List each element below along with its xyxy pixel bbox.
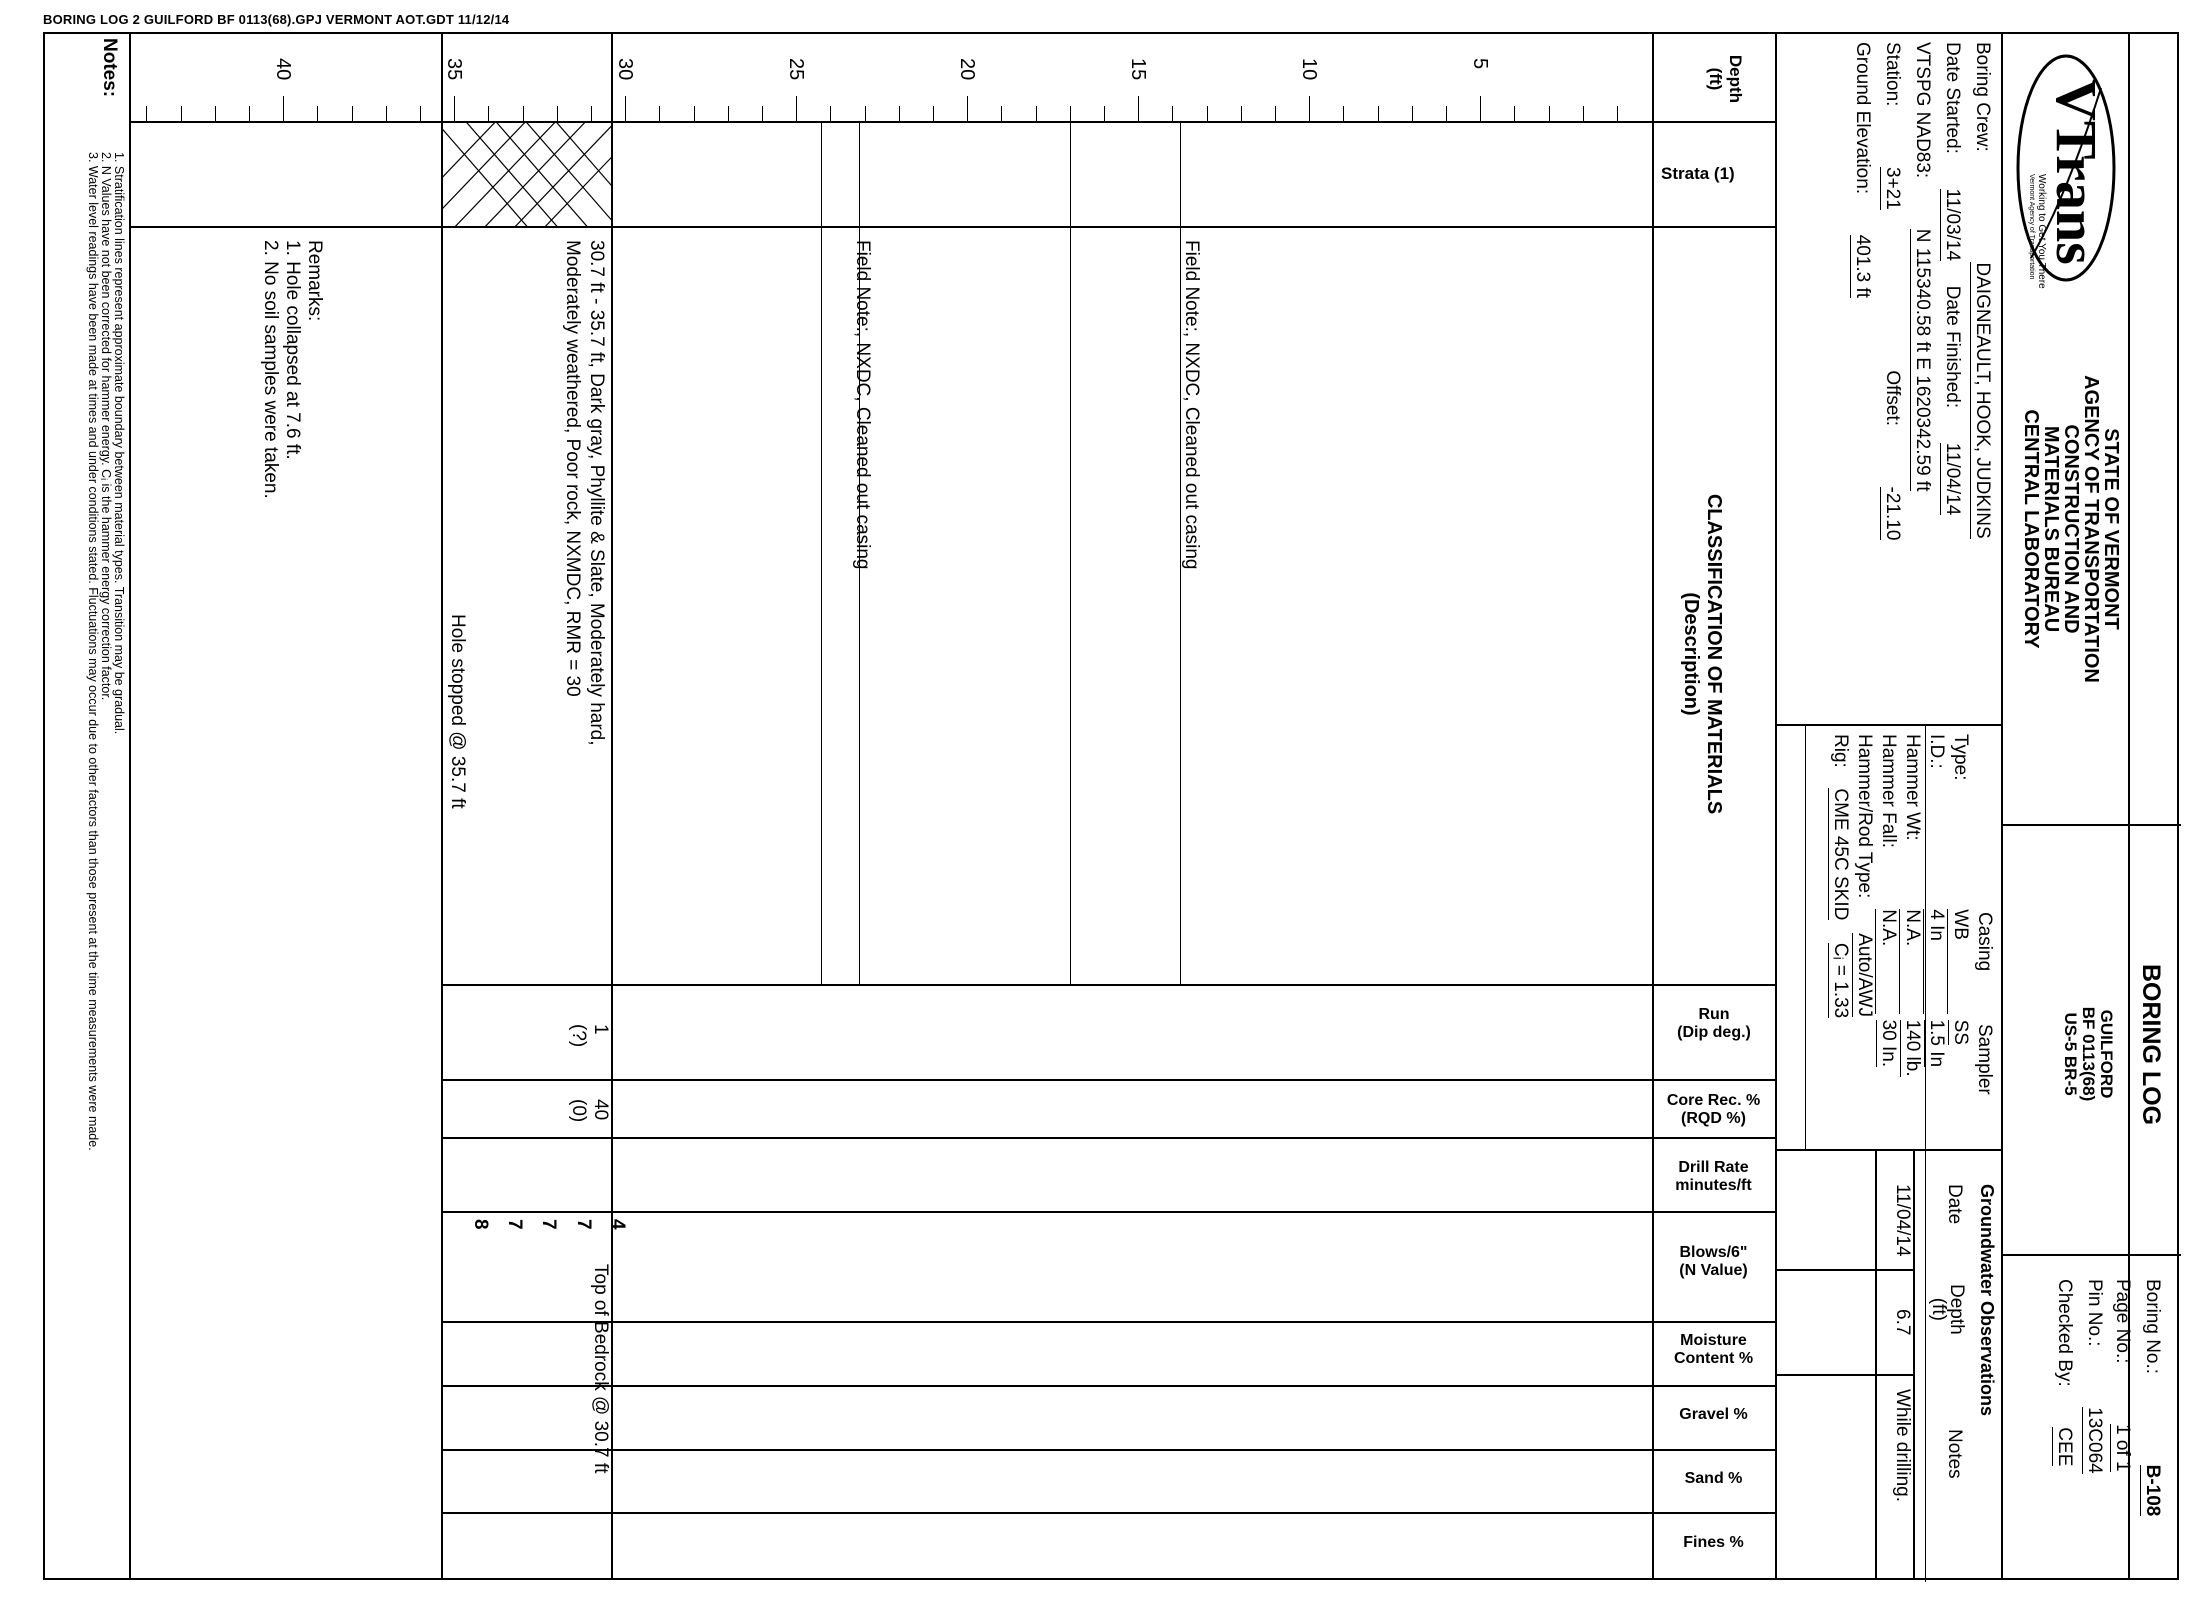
depth-minor-tick (1343, 106, 1344, 121)
ground-elevation-field: Ground Elevation: 401.3 ft (1852, 42, 1873, 299)
depth-tick-label: 10 (1298, 58, 1320, 81)
drill-rate-value: 7 (572, 1219, 594, 1230)
gravel-header: Gravel % (1679, 1406, 1748, 1423)
eq-col-b (1805, 724, 1806, 1149)
agency-project-line (2001, 824, 2181, 826)
gw-date-header: Date (1944, 1184, 1965, 1225)
strata-header: Strata (1) (1661, 164, 1735, 183)
gw-depth-header: Depth (ft) (1928, 1284, 1967, 1335)
body-class-line (441, 984, 1652, 986)
equipment-gw-line (1775, 1149, 2001, 1151)
fines-header: Fines % (1683, 1534, 1744, 1551)
body-strata-line (129, 226, 1652, 228)
class-row-line (1652, 984, 1775, 986)
depth-major-tick (796, 96, 797, 121)
coordinates-field: VTSPG NAD83: N 115340.58 ft E 1620342.59 ft (1912, 42, 1933, 492)
eq-col-a (1925, 724, 1926, 1149)
moisture-row-line (1652, 1385, 1775, 1387)
project-ids-line (2001, 1254, 2181, 1256)
footnotes: 1. Stratification lines represent approximate boundary between material types. Transition may be gradual. 2. N Values have not been corrected for hammer energy. Cᵢ is the hammer energy correction factor. 3. Water level readings have been made at times and under conditions stated. Fluctuations may occur due to other factors than those present at the time measurements were made. (86, 152, 126, 1151)
blows-row-line (1652, 1321, 1775, 1323)
depth-minor-tick (1104, 106, 1105, 121)
checked-by-field: Checked By: CEE (2054, 1279, 2075, 1467)
project-block: GUILFORD BF 0113(68) US-5 BR-5 (2061, 1006, 2116, 1102)
depth-tick-label: 5 (1469, 58, 1491, 70)
depth-minor-tick (1549, 106, 1550, 121)
strata-row-line (1652, 226, 1775, 228)
depth-minor-tick (1070, 106, 1071, 121)
blows-header: Blows/6" (N Value) (1679, 1244, 1748, 1279)
depth-minor-tick (523, 106, 524, 121)
depth-major-tick (454, 96, 455, 121)
gw-notes-value: While drilling. (1892, 1389, 1913, 1502)
hole-stopped-note: Hole stopped @ 35.7 ft (447, 614, 468, 809)
body-gravel-line (441, 1449, 1652, 1451)
core-rec-header: Core Rec. % (RQD %) (1666, 1092, 1761, 1127)
id-row: I.D.: 4 In 1.5 In (1923, 734, 1947, 1067)
depth-major-tick (625, 96, 626, 121)
drill-rate-value: 7 (504, 1219, 526, 1230)
depth-minor-tick (591, 106, 592, 121)
agency-block: STATE OF VERMONT AGENCY OF TRANSPORTATION CONSTRUCTION AND MATERIALS BUREAU CENTRAL LABORATORY (2020, 375, 2122, 683)
gw-col-c (1925, 1149, 1926, 1582)
depth-minor-tick (694, 106, 695, 121)
vtrans-subline: Vermont Agency of Transportation (2028, 174, 2035, 280)
drill-rate-value: 7 (538, 1219, 560, 1230)
boring-crew-field: Boring Crew: DAIGNEAULT, HOOK, JUDKINS (1972, 42, 1993, 539)
depth-minor-tick (181, 106, 182, 121)
bedrock-top-line (611, 34, 613, 1578)
depth-tick-label: 35 (443, 58, 465, 81)
gw-empty-line-b (1775, 1374, 1875, 1376)
depth-major-tick (1480, 96, 1481, 121)
classification-header: CLASSIFICATION OF MATERIALS (Description) (1680, 493, 1725, 815)
groundwater-title: Groundwater Observations (1977, 1184, 1997, 1417)
agency-divider (2001, 34, 2003, 1578)
depth-minor-tick (830, 106, 831, 121)
casing-label: Casing (1974, 912, 1995, 972)
field-note-line-a (821, 121, 822, 984)
depth-minor-tick (659, 106, 660, 121)
depth-minor-tick (1412, 106, 1413, 121)
depth-minor-tick (386, 106, 387, 121)
boring-log-sheet (43, 32, 2179, 1580)
depth-major-tick (283, 96, 284, 121)
station-offset-field: Station: 3+21 Offset: -21.10 (1882, 42, 1903, 541)
depth-minor-tick (1241, 106, 1242, 121)
run-row-line (1652, 1079, 1775, 1081)
core-rec-value: 40 (0) (568, 1099, 611, 1123)
depth-major-tick (967, 96, 968, 121)
gw-col-b (1913, 1149, 1915, 1578)
depth-minor-tick (215, 106, 216, 121)
depth-minor-tick (1446, 106, 1447, 121)
body-sand-line (441, 1512, 1652, 1514)
sampler-label: Sampler (1974, 1024, 1995, 1095)
depth-row-line (1652, 121, 1775, 123)
depth-minor-tick (899, 106, 900, 121)
depth-minor-tick (1001, 106, 1002, 121)
phyllite-strata-hatch (441, 121, 611, 226)
field-note-upper: Field Note:, NXDC, Cleaned out casing (1181, 240, 1202, 570)
body-moisture-line (441, 1385, 1652, 1387)
depth-tick-label: 20 (956, 58, 978, 81)
run-header: Run (Dip deg.) (1677, 1006, 1751, 1041)
body-core-line (441, 1137, 1652, 1139)
core-row-line (1652, 1137, 1775, 1139)
body-blows-line (441, 1321, 1652, 1323)
depth-tick-label: 25 (785, 58, 807, 81)
depth-minor-tick (557, 106, 558, 121)
vtrans-tagline: Working to Get You There (2036, 174, 2047, 289)
depth-minor-tick (933, 106, 934, 121)
info-equipment-line (1775, 724, 2001, 726)
page-no-field: Page No.: 1 of 1 (2112, 1279, 2133, 1472)
drill-rate-header: Drill Rate minutes/ft (1675, 1159, 1752, 1194)
top-of-bedrock-note: Top of Bedrock @ 30.7 ft (590, 1264, 611, 1474)
depth-tick-label: 15 (1127, 58, 1149, 81)
gw-empty-line-a (1775, 1269, 1875, 1271)
boring-no-field: Boring No.: B-108 (2142, 1279, 2163, 1517)
boring-log-title: BORING LOG (2137, 964, 2165, 1126)
depth-minor-tick (762, 106, 763, 121)
body-run-line (441, 1079, 1652, 1081)
depth-minor-tick (488, 106, 489, 121)
gw-notes-header: Notes (1944, 1429, 1965, 1479)
notes-divider (129, 34, 131, 1578)
pin-no-field: Pin No.: 13C064 (2084, 1279, 2105, 1474)
depth-minor-tick (1583, 106, 1584, 121)
gravel-row-line (1652, 1449, 1775, 1451)
bedrock-bottom-line (441, 34, 443, 1578)
notes-label: Notes: (99, 38, 120, 98)
sand-row-line (1652, 1512, 1775, 1514)
drill-rate-value: 4 (606, 1219, 628, 1230)
depth-minor-tick (1207, 106, 1208, 121)
sand-header: Sand % (1684, 1470, 1743, 1487)
depth-tick-label: 40 (272, 58, 294, 81)
dates-field: Date Started: 11/03/14 Date Finished: 11/04/14 (1942, 42, 1963, 516)
depth-minor-tick (420, 106, 421, 121)
depth-minor-tick (146, 106, 147, 121)
run-value: 1 (?) (568, 1024, 611, 1048)
hammer-weight-row: Hammer Wt: N.A. 140 lb. (1899, 734, 1923, 1077)
depth-minor-tick (352, 106, 353, 121)
gw-depth-value: 6.7 (1892, 1309, 1913, 1336)
type-row: Type: WB SS (1947, 734, 1971, 1045)
hammer-rod-row: Hammer/Rod Type: Auto/AWJ (1854, 734, 1875, 1017)
depth-major-tick (1138, 96, 1139, 121)
depth-minor-tick (1378, 106, 1379, 121)
drill-row-line (1652, 1211, 1775, 1213)
file-header-line: BORING LOG 2 GUILFORD BF 0113(68).GPJ VERMONT AOT.GDT 11/12/14 (43, 12, 510, 27)
depth-header: Depth (ft) (1706, 54, 1745, 104)
depth-minor-tick (1514, 106, 1515, 121)
gw-date-value: 11/04/14 (1892, 1184, 1913, 1257)
depth-tick-label: 30 (614, 58, 636, 81)
depth-minor-tick (865, 106, 866, 121)
moisture-header: Moisture Content % (1673, 1332, 1754, 1367)
vtrans-logo-text: VTrans (2044, 79, 2109, 265)
depth-minor-tick (1617, 106, 1618, 121)
gw-col-a (1875, 1149, 1877, 1578)
bedrock-description: 30.7 ft - 35.7 ft, Dark gray, Phyllite & Slate, Moderately hard, Moderately weathered, Poor rock, NXMDC, RMR = 30 (562, 240, 607, 746)
field-note-line-c (1070, 121, 1071, 984)
rig-row: Rig: CME 45C SKID Cᵢ = 1.33 (1830, 734, 1851, 1019)
header-left-edge (1775, 34, 1777, 1578)
depth-minor-tick (728, 106, 729, 121)
hammer-fall-row: Hammer Fall: N.A. 30 In. (1875, 734, 1899, 1067)
depth-minor-tick (1036, 106, 1037, 121)
depth-major-tick (1309, 96, 1310, 121)
depth-minor-tick (1275, 106, 1276, 121)
depth-minor-tick (317, 106, 318, 121)
depth-minor-tick (249, 106, 250, 121)
field-note-lower: Field Note:, NXDC, Cleaned out casing (852, 240, 873, 570)
body-depth-line (129, 121, 1652, 123)
drill-rate-value: 8 (470, 1219, 491, 1230)
depth-minor-tick (1172, 106, 1173, 121)
body-drill-line (441, 1211, 1652, 1213)
remarks-block: Remarks: 1. Hole collapsed at 7.6 ft. 2. No soil samples were taken. (260, 240, 325, 499)
